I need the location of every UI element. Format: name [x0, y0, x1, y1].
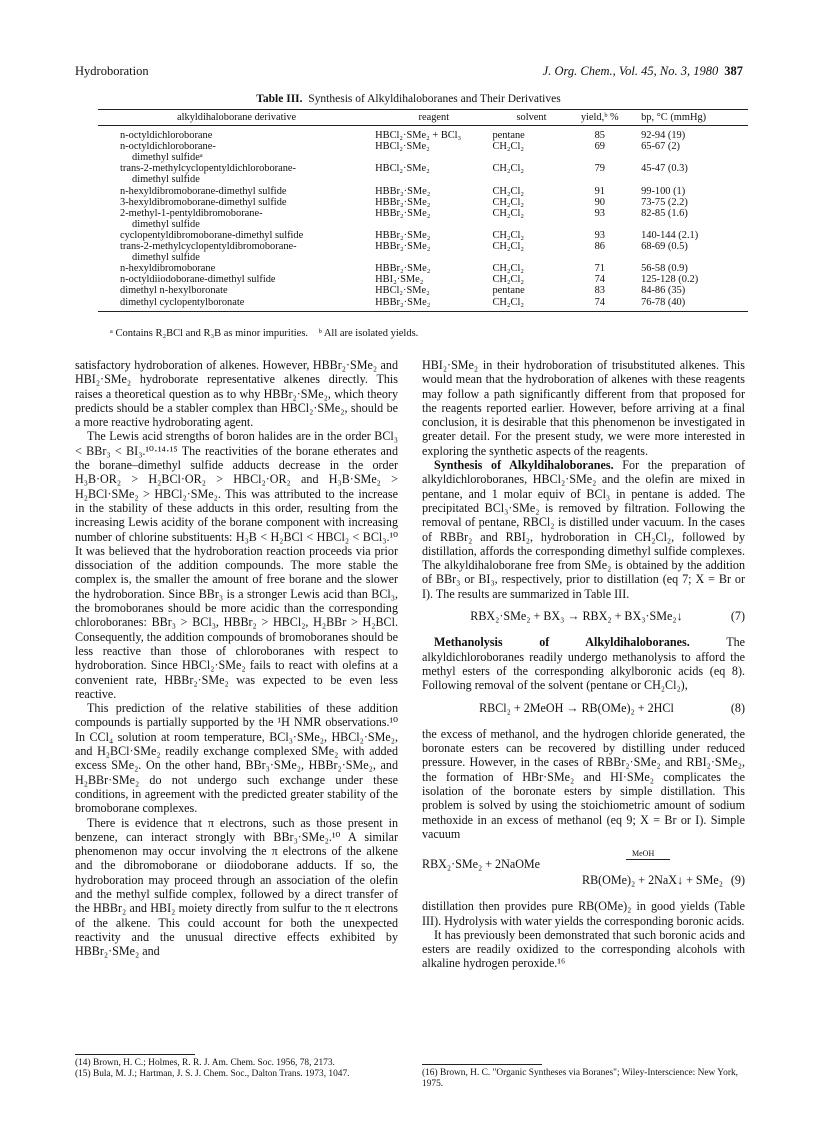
equation-number: (7) — [730, 609, 745, 624]
cell-bp — [629, 297, 748, 312]
cell-solvent-text: CH₂Cl₂ — [492, 163, 524, 175]
cell-solvent — [492, 285, 570, 296]
cell-yield — [570, 230, 629, 241]
cell-derivative-text: n-octyldichloroborane- — [120, 141, 216, 153]
cell-derivative — [98, 141, 375, 163]
cell-reagent-text: HBBr₂·SMe₂ — [375, 207, 431, 219]
cell-reagent-text: HBBr₂·SMe₂ — [375, 263, 431, 275]
cell-derivative — [98, 163, 375, 185]
cell-yield-text: 93 — [594, 207, 605, 219]
cell-derivative — [98, 126, 375, 142]
cell-derivative-continuation: dimethyl sulfide — [132, 218, 200, 230]
cell-yield-text: 79 — [594, 163, 605, 175]
cell-derivative-text: n-octyldiiodoborane-dimethyl sulfide — [120, 274, 276, 286]
cell-yield — [570, 297, 629, 312]
cell-reagent — [375, 186, 492, 197]
arrow-condition: MeOH — [632, 849, 655, 859]
section-heading: Methanolysis of Alkyldihaloboranes. — [434, 635, 690, 650]
table-row — [98, 186, 748, 197]
cell-solvent — [492, 241, 570, 263]
cell-bp-text: 84-86 (35) — [641, 285, 686, 297]
cell-bp-text: 45-47 (0.3) — [641, 163, 688, 175]
cell-derivative — [98, 274, 375, 285]
cell-solvent — [492, 197, 570, 208]
cell-yield-text: 83 — [594, 285, 605, 297]
cell-derivative — [98, 230, 375, 241]
table-row — [98, 297, 748, 312]
paragraph-text: The alkyldichloroboranes readily undergo methanolysis to afford the methyl esters of the corresponding alkylboronic acids (eq 8). Following removal of the solvent (pentane or CH₂Cl₂), — [422, 635, 746, 693]
cell-bp-text: 56-58 (0.9) — [641, 263, 688, 275]
footnotes-right — [422, 1068, 745, 1089]
paragraph: HBI₂·SMe₂ in their hydroboration of trisubstituted alkenes. This would mean that the hydroboration of alkenes with these reagents may follow a path significantly different from that proposed for the reagents reported earlier. However, before arriving at a final conclusion, it is desirable that this phenomenon be investigated in greater detail. For the present study, we were more interested in exploring the synthetic aspects of the reagents. — [422, 358, 745, 458]
equation-lhs: RBX₂·SMe₂ + 2NaOMe — [422, 857, 541, 872]
running-head-journal — [543, 64, 743, 79]
cell-bp-text: 140-144 (2.1) — [641, 229, 699, 241]
footnote-14: (14) Brown, H. C.; Holmes, R. R. J. Am. Chem. Soc. 1956, 78, 2173. — [75, 1058, 335, 1068]
cell-solvent — [492, 163, 570, 185]
equation-8 — [422, 701, 745, 715]
cell-solvent-text: CH₂Cl₂ — [492, 274, 524, 286]
cell-yield-text: 71 — [594, 263, 605, 275]
col-header-solvent: solvent — [492, 110, 570, 126]
cell-reagent-text: HBCl₂·SMe₂ — [375, 285, 430, 297]
cell-yield — [570, 141, 629, 163]
paragraph: The Lewis acid strengths of boron halides are in the order BCl₃ < BBr₃ < BI₃.¹⁰·¹⁴·¹⁵ The reactivities of the borane etherates and the borane–dimethyl sulfide adducts decrease in the order H₃B·OR₂ > H₂BCl·OR₂ > HBCl₂·OR₂ and H₃B·SMe₂ > H₂BCl·SMe₂ > HBCl₂·SMe₂. This was attributed to the increase in the stability of these adducts in this order, resulting from the increasing Lewis acidity of the borane component with increasing number of chlorine substituents: H₃B < H₂BCl < HBCl₂ < BCl₃.¹⁰ It was believed that the hydroboration reaction proceeds via prior dissociation of the addition compounds. The more stable the complex is, the smaller the amount of free borane and the slower the hydroboration. Since BBr₃ is a stronger Lewis acid than BCl₃, the bromoboranes should be more acidic than the corresponding chloroboranes: BBr₃ > BCl₃, HBBr₂ > HBCl₂, H₂BBr > H₂BCl. Consequently, the addition compounds of bromoboranes should be less reactive than those of chloroboranes with respect to hydroboration. Since HBCl₂·SMe₂ fails to react with olefins at a convenient rate, HBBr₂·SMe₂ was expected to be even less reactive. — [75, 429, 399, 701]
cell-reagent — [375, 274, 492, 285]
equation-rhs: RB(OMe)₂ + 2NaX↓ + SMe₂ — [582, 873, 723, 888]
equation-7 — [422, 609, 745, 623]
paragraph: the excess of methanol, and the hydrogen chloride generated, the boronate esters can be recovered by distilling under reduced pressure. However, in the cases of RBBr₂·SMe₂ and RBI₂·SMe₂, the formation of HBr·SMe₂ and HI·SMe₂ complicates the isolation of the boronate esters by simple distillation. This problem is solved by using the stoichiometric amount of sodium methoxide in an excess of methanol (eq 9; X = Br or I). Simple vacuum — [422, 726, 745, 841]
cell-solvent-text: CH₂Cl₂ — [492, 263, 524, 275]
cell-solvent — [492, 263, 570, 274]
paragraph: distillation then provides pure RB(OMe)₂ in good yields (Table III). Hydrolysis with water yields the corresponding boronic acids. — [422, 899, 745, 928]
cell-yield — [570, 197, 629, 208]
cell-derivative-text: trans-2-methylcyclopentyldibromoborane- — [120, 241, 297, 253]
equation-text: RBX₂·SMe₂ + BX₃ → RBX₂ + BX₃·SMe₂↓ — [470, 609, 683, 624]
cell-solvent — [492, 230, 570, 241]
cell-derivative-continuation: dimethyl sulfide — [132, 174, 200, 186]
table-footnote: ᵃ Contains R₂BCl and R₃B as minor impurities. ᵇ All are isolated yields. — [110, 328, 419, 339]
cell-derivative-continuation: dimethyl sulfide — [132, 252, 200, 264]
cell-bp — [629, 241, 748, 263]
table-row — [98, 230, 748, 241]
cell-reagent-text: HBBr₂·SMe₂ — [375, 241, 431, 253]
cell-derivative — [98, 186, 375, 197]
cell-solvent-text: CH₂Cl₂ — [492, 196, 524, 208]
equation-text: RBCl₂ + 2MeOH → RB(OMe)₂ + 2HCl — [479, 700, 674, 715]
cell-bp-text: 125-128 (0.2) — [641, 274, 699, 286]
cell-reagent — [375, 197, 492, 208]
cell-solvent — [492, 141, 570, 163]
cell-reagent — [375, 263, 492, 274]
cell-derivative-text: trans-2-methylcyclopentyldichloroborane- — [120, 163, 297, 175]
cell-solvent-text: pentane — [492, 130, 525, 142]
cell-bp — [629, 126, 748, 142]
cell-bp-text: 99-100 (1) — [641, 185, 686, 197]
cell-reagent-text: HBCl₂·SMe₂ + BCl₃ — [375, 130, 462, 142]
paragraph: This prediction of the relative stabilities of these addition compounds is partially supported by the ¹H NMR observations.¹⁰ In CCl₄ solution at room temperature, BCl₃·SMe₂, HBCl₂·SMe₂, and H₂BCl·SMe₂ readily exchange complexed SMe₂ with added excess SMe₂. On the other hand, BBr₃·SMe₂, HBBr₂·SMe₂, and H₂BBr·SMe₂ do not undergo such exchange under these conditions, in agreement with the predicted greater stability of the bromoborane complexes. — [75, 701, 398, 816]
cell-yield-text: 74 — [594, 296, 605, 308]
footnote-16: (16) Brown, H. C. "Organic Syntheses via Boranes"; Wiley-Interscience: New York, 1975. — [422, 1068, 738, 1089]
cell-solvent — [492, 208, 570, 230]
page-number: 387 — [724, 64, 743, 78]
cell-derivative — [98, 297, 375, 312]
cell-derivative — [98, 263, 375, 274]
journal-citation: J. Org. Chem., Vol. 45, No. 3, 1980 — [542, 64, 719, 78]
cell-bp-text: 82-85 (1.6) — [641, 207, 688, 219]
cell-reagent-text: HBBr₂·SMe₂ — [375, 296, 431, 308]
cell-bp — [629, 274, 748, 285]
paragraph: satisfactory hydroboration of alkenes. However, HBBr₂·SMe₂ and HBI₂·SMe₂ hydroborate representative alkenes directly. This raises a theoretical question as to why HBBr₂·SMe₂, which theory predicts should be a stabler complex than HBCl₂·SMe₂, should be a more reactive hydroborating agent. — [75, 358, 398, 430]
footnotes-left — [75, 1058, 398, 1079]
cell-derivative — [98, 241, 375, 263]
cell-reagent — [375, 141, 492, 163]
cell-yield — [570, 263, 629, 274]
table-header-row — [98, 110, 748, 126]
table-row — [98, 141, 748, 163]
cell-yield-text: 91 — [594, 185, 605, 197]
table-row — [98, 285, 748, 296]
cell-reagent — [375, 163, 492, 185]
cell-reagent-text: HBI₂·SMe₂ — [375, 274, 424, 286]
cell-derivative — [98, 197, 375, 208]
cell-yield — [570, 285, 629, 296]
section-heading: Synthesis of Alkyldihaloboranes. — [434, 458, 614, 473]
cell-solvent-text: CH₂Cl₂ — [492, 296, 524, 308]
cell-yield-text: 74 — [594, 274, 605, 286]
cell-derivative-text: dimethyl n-hexylboronate — [120, 285, 228, 297]
cell-bp-text: 68-69 (0.5) — [641, 241, 688, 253]
cell-solvent-text: CH₂Cl₂ — [492, 229, 524, 241]
equation-9 — [422, 847, 745, 891]
cell-reagent — [375, 126, 492, 142]
cell-solvent-text: CH₂Cl₂ — [492, 207, 524, 219]
equation-number: (9) — [730, 873, 745, 888]
cell-bp — [629, 197, 748, 208]
cell-bp — [629, 230, 748, 241]
cell-yield — [570, 274, 629, 285]
table-row — [98, 163, 748, 185]
cell-derivative — [98, 208, 375, 230]
cell-reagent-text: HBCl₂·SMe₂ — [375, 163, 430, 175]
cell-derivative — [98, 285, 375, 296]
col-header-bp: bp, °C (mmHg) — [629, 110, 748, 126]
cell-derivative-text: 3-hexyldibromoborane-dimethyl sulfide — [120, 196, 287, 208]
right-text-column — [422, 358, 745, 971]
cell-derivative-continuation: dimethyl sulfideᵃ — [132, 152, 203, 164]
reaction-arrow — [626, 859, 670, 860]
paragraph-text: For the preparation of alkyldichloroboranes, HBCl₂·SMe₂ and the olefin are mixed in pentane, and 1 molar equiv of BCl₃ in pentane is added. The precipitated BCl₃·SMe₂ is removed by filtration. Following the removal of pentane, RBCl₂ is distilled under vacuum. In the cases of RBBr₂ and RBI₂, hydroboration in CH₂Cl₂, followed by distillation, affords the corresponding dimethyl sulfide complexes. The alkyldihaloborane free from SMe₂ is obtained by the addition of BBr₃ or BI₃, respectively, prior to distillation (eq 7; X = Br or I). The results are summarized in Table III. — [422, 458, 746, 601]
cell-solvent — [492, 186, 570, 197]
table-row — [98, 274, 748, 285]
cell-reagent — [375, 230, 492, 241]
table-row — [98, 241, 748, 263]
cell-yield — [570, 126, 629, 142]
paragraph: There is evidence that π electrons, such as those present in benzene, can interact strongly with BBr₃·SMe₂.¹⁰ A similar phenomenon may occur involving the π electrons of the alkene and the dibromoborane or diiodoborane adducts. If so, the hydroboration may proceed through an association of the olefin and the methyl sulfide complex, followed by a direct transfer of the HBBr₂ and HBI₂ moiety directly from sulfur to the π electrons of the alkene. This could account for both the unexpected reactivity and the unusual directive effects exhibited by HBBr₂·SMe₂ and — [75, 815, 398, 959]
cell-solvent-text: CH₂Cl₂ — [492, 185, 524, 197]
cell-derivative-text: dimethyl cyclopentylboronate — [120, 296, 245, 308]
cell-solvent — [492, 274, 570, 285]
footnote-rule — [75, 1054, 195, 1055]
cell-solvent-text: CH₂Cl₂ — [492, 241, 524, 253]
cell-derivative-text: 2-methyl-1-pentyldibromoborane- — [120, 207, 263, 219]
cell-derivative-text: n-octyldichloroborane — [120, 130, 213, 142]
cell-yield — [570, 208, 629, 230]
cell-solvent-text: pentane — [492, 285, 525, 297]
cell-bp — [629, 208, 748, 230]
cell-solvent — [492, 297, 570, 312]
cell-yield-text: 93 — [594, 229, 605, 241]
cell-yield — [570, 186, 629, 197]
paragraph — [422, 635, 745, 692]
cell-bp — [629, 186, 748, 197]
cell-reagent — [375, 285, 492, 296]
left-text-column — [75, 358, 398, 958]
cell-derivative-text: n-hexyldibromoborane-dimethyl sulfide — [120, 185, 287, 197]
cell-reagent-text: HBBr₂·SMe₂ — [375, 229, 431, 241]
cell-yield-text: 90 — [594, 196, 605, 208]
cell-bp-text: 65-67 (2) — [641, 141, 681, 153]
table-row — [98, 197, 748, 208]
cell-yield-text: 85 — [594, 130, 605, 142]
cell-derivative-text: n-hexyldibromoborane — [120, 263, 216, 275]
cell-bp — [629, 285, 748, 296]
cell-yield-text: 86 — [594, 241, 605, 253]
cell-yield — [570, 241, 629, 263]
cell-reagent-text: HBBr₂·SMe₂ — [375, 185, 431, 197]
cell-bp-text: 92-94 (19) — [641, 130, 686, 142]
cell-reagent-text: HBCl₂·SMe₂ — [375, 141, 430, 153]
cell-yield-text: 69 — [594, 141, 605, 153]
equation-number: (8) — [730, 700, 745, 715]
table-row — [98, 126, 748, 142]
cell-solvent-text: CH₂Cl₂ — [492, 141, 524, 153]
cell-bp — [629, 263, 748, 274]
cell-bp-text: 76-78 (40) — [641, 296, 686, 308]
cell-bp — [629, 163, 748, 185]
footnote-15: (15) Bula, M. J.; Hartman, J. S. J. Chem. Soc., Dalton Trans. 1973, 1047. — [75, 1068, 350, 1079]
paragraph — [422, 458, 745, 601]
table-caption: Synthesis of Alkyldihaloboranes and Their Derivatives — [308, 93, 561, 105]
running-head-section: Hydroboration — [75, 64, 149, 78]
cell-yield — [570, 163, 629, 185]
table-label: Table III. — [256, 93, 303, 105]
col-header-reagent: reagent — [375, 110, 492, 126]
footnote-rule — [422, 1064, 542, 1065]
cell-bp — [629, 141, 748, 163]
cell-derivative-text: cyclopentyldibromoborane-dimethyl sulfide — [120, 229, 304, 241]
col-header-derivative: alkyldihaloborane derivative — [98, 110, 375, 126]
paragraph: It has previously been demonstrated that such boronic acids and esters are readily oxidized to the corresponding alcohols with alkaline hydrogen peroxide.¹⁶ — [422, 927, 745, 971]
table-title — [0, 93, 817, 105]
cell-reagent-text: HBBr₂·SMe₂ — [375, 196, 431, 208]
table-row — [98, 208, 748, 230]
col-header-yield: yield,ᵇ % — [570, 110, 629, 126]
synthesis-table — [98, 109, 748, 312]
cell-reagent — [375, 241, 492, 263]
cell-reagent — [375, 297, 492, 312]
table-row — [98, 263, 748, 274]
cell-reagent — [375, 208, 492, 230]
cell-solvent — [492, 126, 570, 142]
cell-bp-text: 73-75 (2.2) — [641, 196, 688, 208]
